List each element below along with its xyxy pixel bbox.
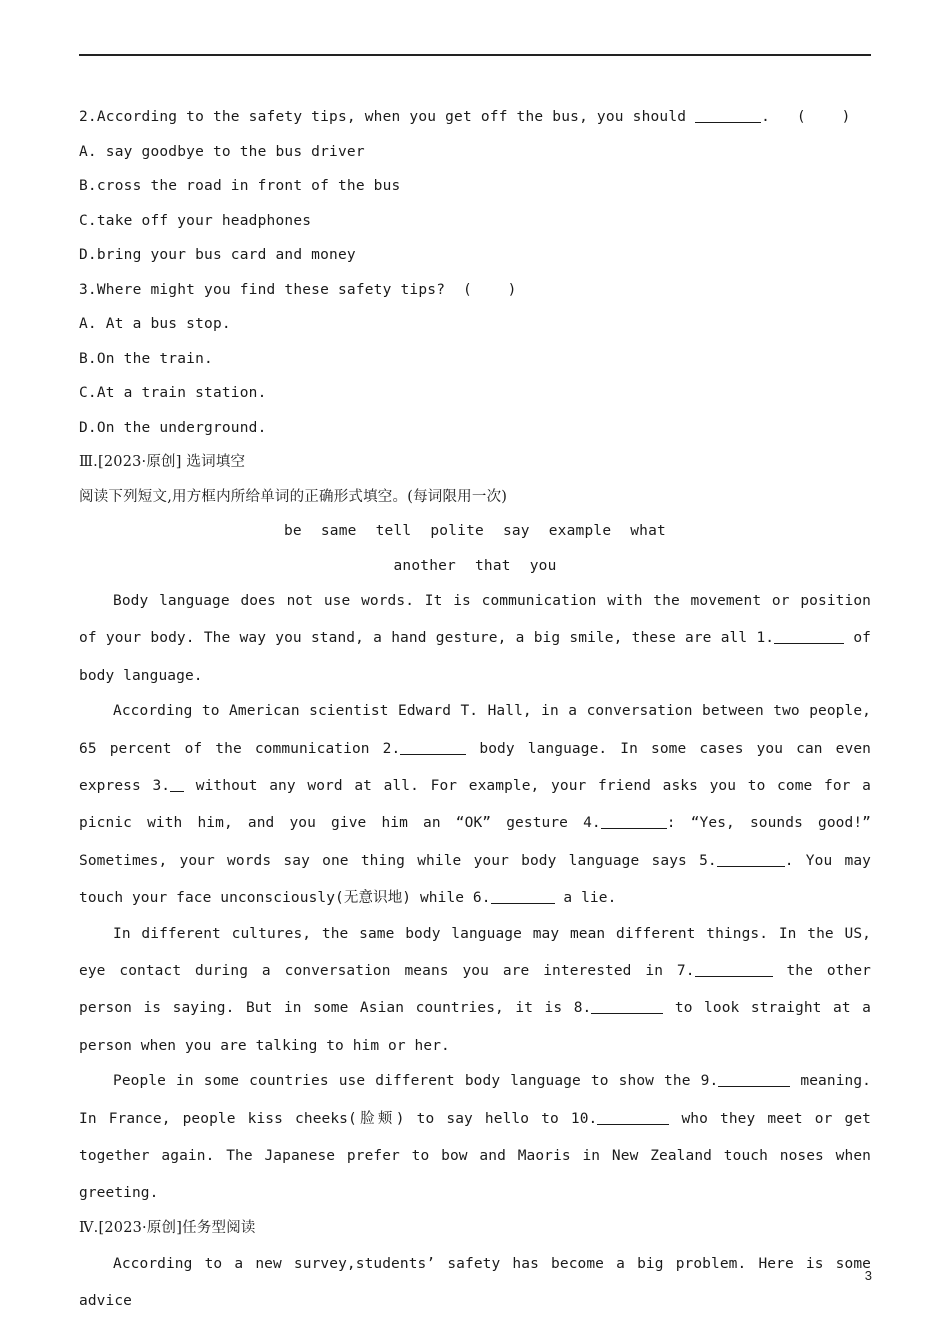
- question-2-stem: 2.According to the safety tips, when you get off the bus, you should . ( ): [79, 100, 871, 135]
- word-bank-row-1: [79, 514, 871, 549]
- word-bank-item: you: [529, 557, 557, 574]
- section-3-heading: Ⅲ.[2023·原创] 选词填空: [79, 454, 246, 470]
- fill-blank-7[interactable]: [695, 961, 773, 977]
- passage-paragraph-1: Body language does not use words. It is communication with the movement or position of your body. The way you stand, a hand gesture, a big smile, these are all 1. of body language.: [79, 593, 871, 684]
- question-3-stem: 3.Where might you find these safety tips? ( ): [79, 273, 871, 308]
- section-4-heading: Ⅳ.[2023·原创]任务型阅读: [79, 1220, 256, 1237]
- word-bank-item: be: [284, 523, 302, 539]
- section-3-instruction: 阅读下列短文,用方框内所给单词的正确形式填空。(每词限用一次): [79, 488, 508, 505]
- fill-blank-4[interactable]: [601, 814, 667, 830]
- word-bank-item: polite: [430, 523, 484, 539]
- choice-bracket[interactable]: ( ): [463, 281, 517, 298]
- answer-blank[interactable]: [695, 108, 761, 124]
- fill-blank-9[interactable]: [718, 1072, 790, 1088]
- fill-blank-8[interactable]: [591, 999, 663, 1015]
- word-bank-item: same: [320, 523, 357, 539]
- passage-paragraph-4: People in some countries use different body language to show the 9. meaning. In France, people kiss cheeks(脸颊) to say hello to 10. who they meet or get together again. The Japanese prefer to bow and Maoris in New Zealand touch noses when greeting.: [79, 1073, 872, 1202]
- option-d: D.bring your bus card and money: [79, 247, 356, 263]
- fill-blank-2[interactable]: [400, 739, 466, 755]
- option-b: B.cross the road in front of the bus: [79, 178, 401, 194]
- word-bank-item: that: [474, 557, 511, 574]
- word-bank-row-2: [79, 549, 871, 584]
- fill-blank-10[interactable]: [597, 1109, 669, 1125]
- option-a: A. At a bus stop.: [79, 316, 231, 332]
- passage-paragraph-3: In different cultures, the same body language may mean different things. In the US, eye contact during a conversation means you are interested in 7. the other person is saying. But in some Asian countries, it is 8. to look straight at a person when you are talking to him or her.: [79, 925, 871, 1054]
- option-c: C.take off your headphones: [79, 212, 312, 229]
- word-bank-item: tell: [375, 523, 412, 539]
- word-bank-item: another: [393, 557, 456, 574]
- option-d: D.On the underground.: [79, 419, 267, 436]
- fill-blank-5[interactable]: [717, 851, 785, 867]
- option-a: A. say goodbye to the bus driver: [79, 143, 365, 160]
- fill-blank-3[interactable]: [170, 776, 184, 792]
- fill-blank-1[interactable]: [774, 629, 844, 645]
- word-bank-item: say: [502, 523, 530, 539]
- passage-paragraph-2: According to American scientist Edward T. Hall, in a conversation between two people, 65 percent of the communication 2. body language. In some cases you can even express 3. without any word at all. For example, your friend asks you to come for a picnic with him, and you give him an “OK” gesture 4. : “Yes, sounds good!” Sometimes, your words say one thing while your body language says 5. . You may touch your face unconsciously(无意识地) while 6. a lie.: [79, 703, 872, 906]
- header-rule: [79, 54, 871, 56]
- fill-blank-6[interactable]: [491, 888, 555, 904]
- page-content: [79, 100, 871, 1319]
- option-b: B.On the train.: [79, 350, 213, 367]
- word-bank-item: example: [548, 523, 612, 539]
- choice-bracket[interactable]: ( ): [796, 109, 851, 125]
- word-bank-item: what: [630, 523, 666, 539]
- section-4-intro: According to a new survey,students’ safety has become a big problem. Here is some advice: [79, 1255, 871, 1309]
- option-c: C.At a train station.: [79, 385, 267, 401]
- page-number: 3: [864, 1268, 872, 1283]
